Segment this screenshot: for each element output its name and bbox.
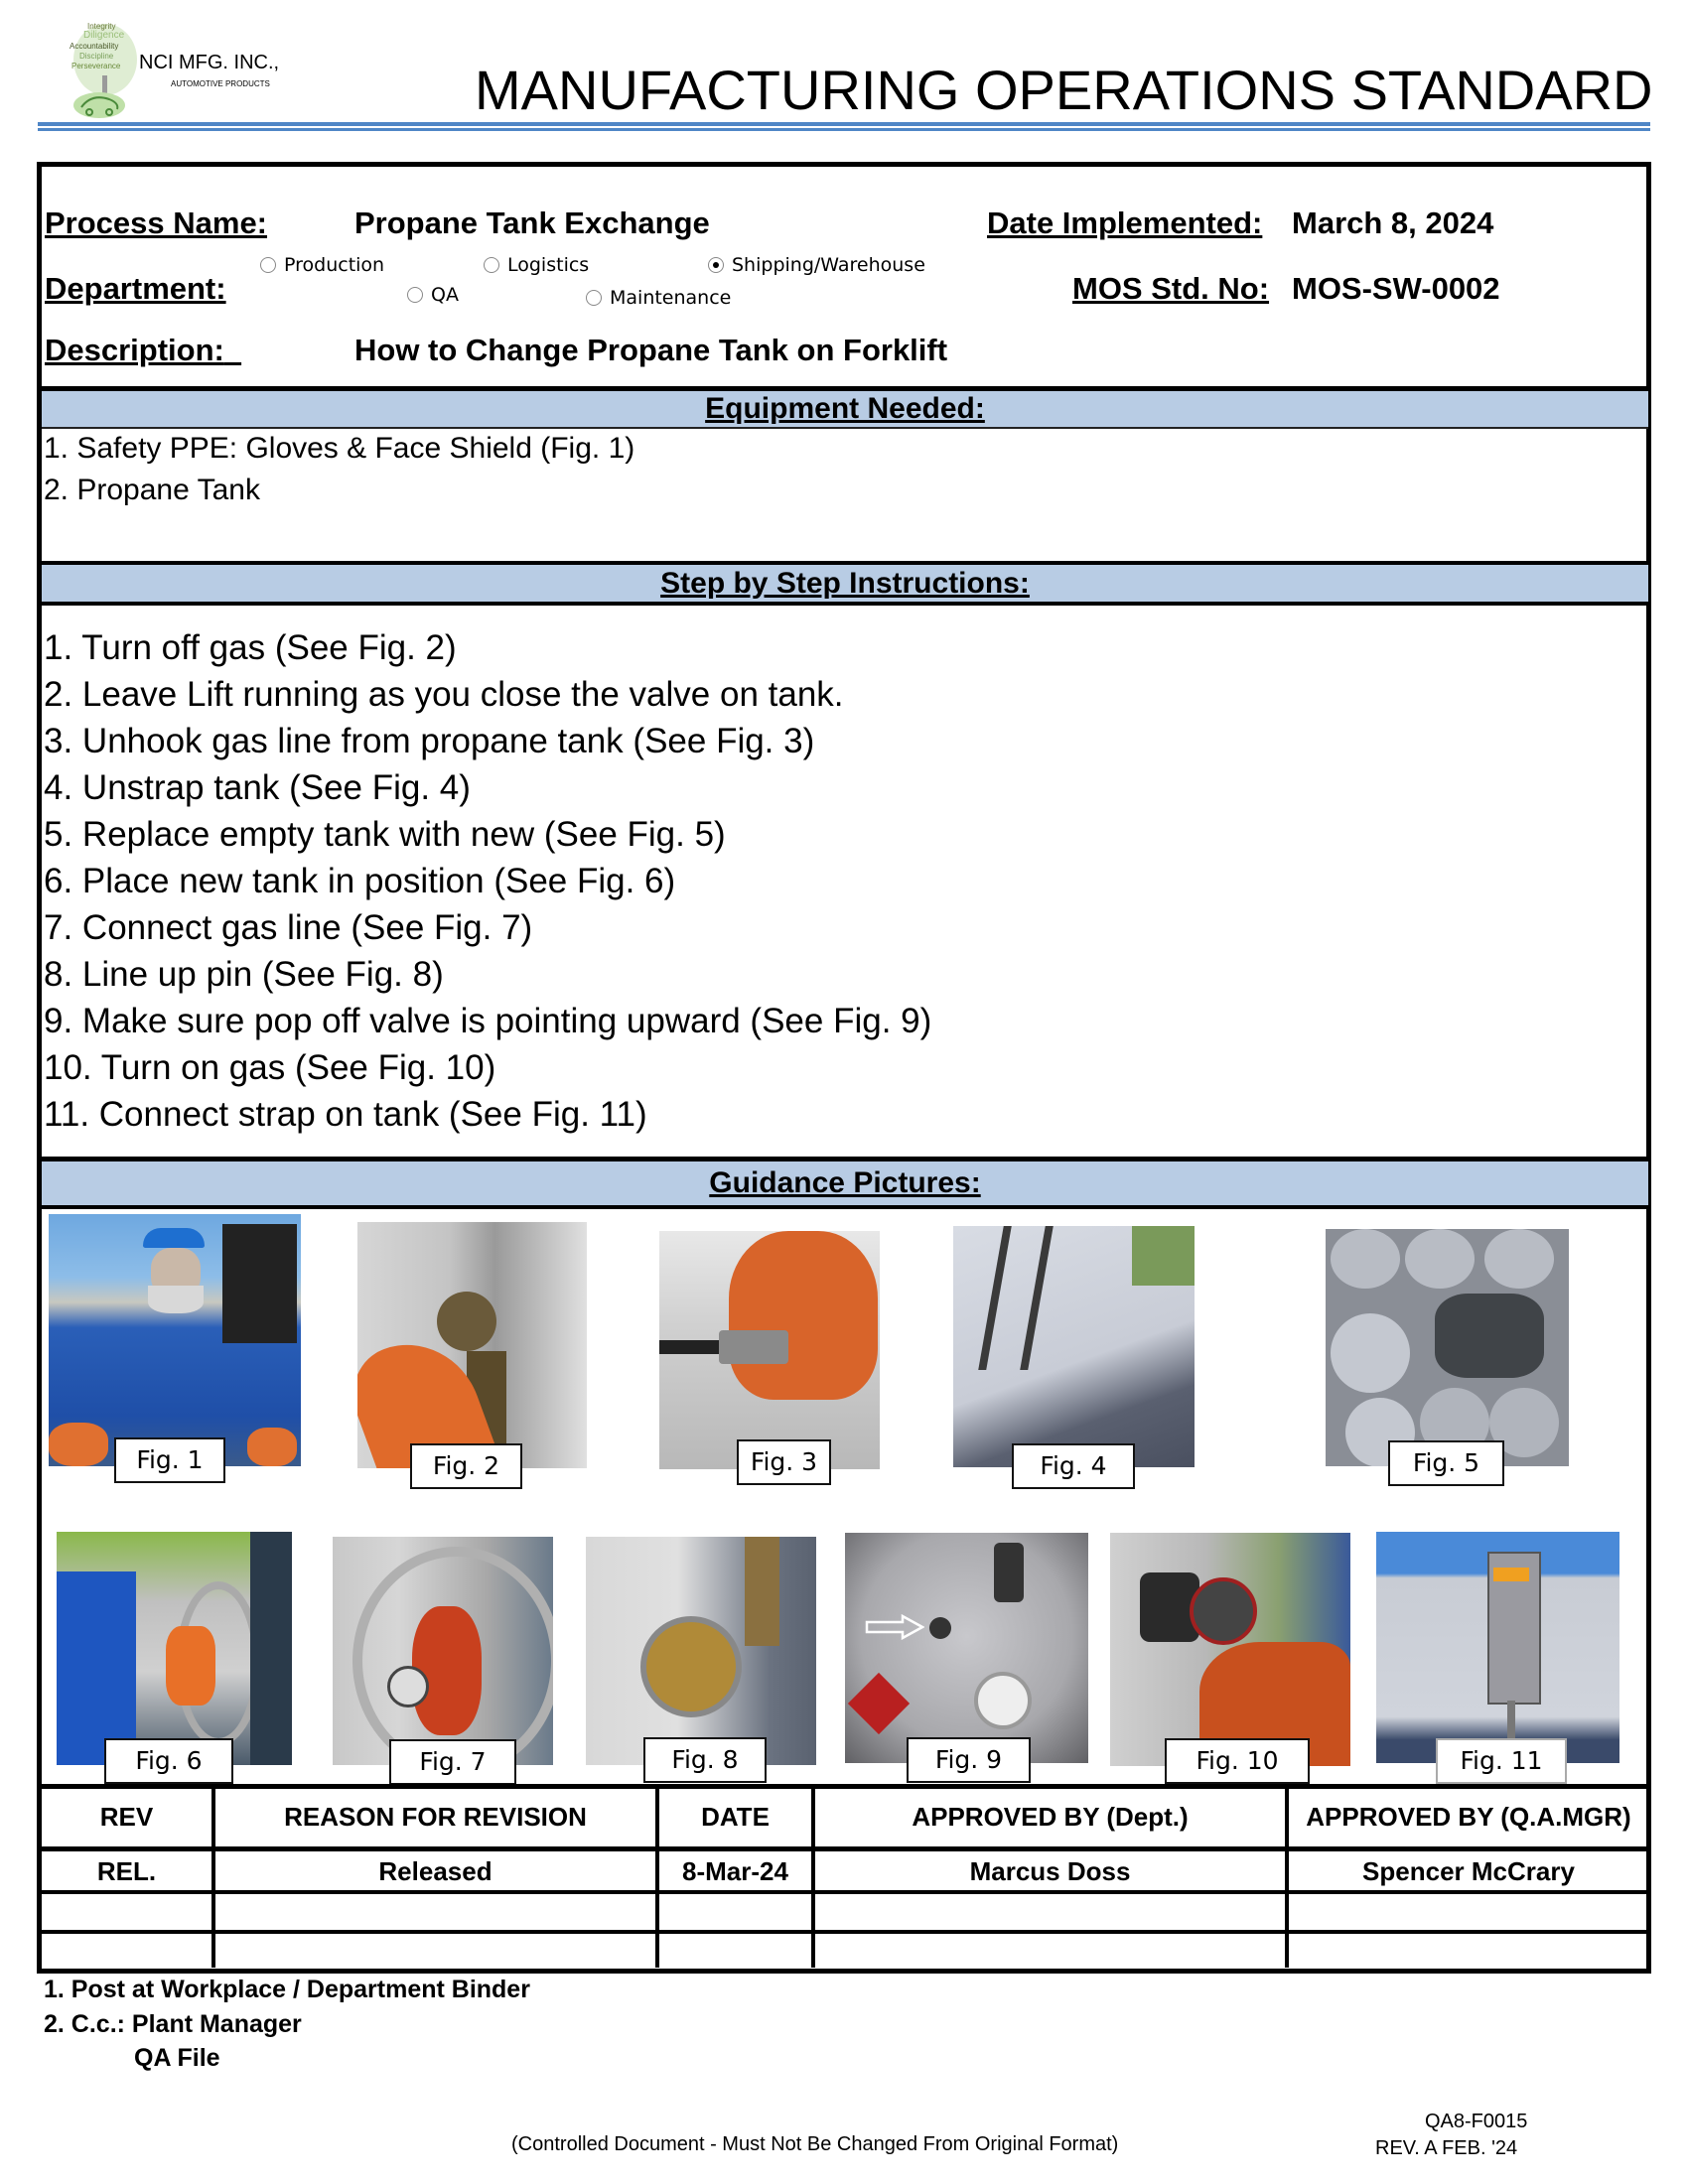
column-header-rev: REV: [99, 1802, 154, 1832]
figure-8-photo: [586, 1537, 816, 1765]
radio-label: Maintenance: [610, 287, 732, 309]
department-radio-qa[interactable]: [407, 284, 459, 306]
instruction-step: 3. Unhook gas line from propane tank (See Fig. 3): [44, 722, 815, 760]
mos-std-no-value: MOS-SW-0002: [1292, 271, 1500, 306]
figure-7-photo: [333, 1537, 553, 1765]
figure-5-label: Fig. 5: [1388, 1440, 1504, 1486]
figure-10-photo: [1110, 1533, 1350, 1766]
instruction-step: 2. Leave Lift running as you close the valve on tank.: [44, 675, 844, 714]
description-label: Description:: [45, 333, 224, 367]
figure-3-photo: [659, 1231, 880, 1469]
figure-4-label: Fig. 4: [1012, 1443, 1135, 1489]
process-name-value: Propane Tank Exchange: [354, 205, 710, 240]
form-revision: REV. A FEB. '24: [1375, 2137, 1518, 2159]
process-name-label: Process Name:: [45, 205, 268, 240]
distribution-line: 1. Post at Workplace / Department Binder: [44, 1976, 530, 2003]
logo-word: Integrity: [87, 22, 116, 31]
instruction-step: 1. Turn off gas (See Fig. 2): [44, 628, 457, 667]
radio-unchecked-icon: [484, 257, 499, 273]
form-number: QA8-F0015: [1425, 2111, 1528, 2132]
date-implemented-label: Date Implemented:: [987, 205, 1263, 240]
figure-2-photo: [357, 1222, 587, 1468]
logo-word: Perseverance: [71, 62, 121, 70]
figure-8-label: Fig. 8: [643, 1737, 767, 1783]
figure-11-label: Fig. 11: [1436, 1738, 1567, 1784]
figure-7-label: Fig. 7: [389, 1739, 516, 1785]
table-border: [39, 1930, 1649, 1934]
figure-5-photo: [1326, 1229, 1569, 1466]
cell-date: 8-Mar-24: [682, 1856, 788, 1886]
radio-unchecked-icon: [407, 287, 423, 303]
equipment-item: 2. Propane Tank: [44, 474, 260, 506]
section-divider: [39, 602, 1649, 606]
instructions-heading: Step by Step Instructions:: [42, 565, 1648, 604]
figure-10-label: Fig. 10: [1165, 1738, 1310, 1784]
cell-reason: Released: [378, 1856, 492, 1886]
equipment-heading: Equipment Needed:: [42, 391, 1648, 429]
guidance-heading: Guidance Pictures:: [42, 1161, 1648, 1207]
instruction-step: 10. Turn on gas (See Fig. 10): [44, 1048, 496, 1087]
department-radio-shipping-warehouse[interactable]: [708, 254, 925, 276]
instruction-step: 7. Connect gas line (See Fig. 7): [44, 908, 533, 947]
cell-rev: REL.: [96, 1856, 157, 1886]
header-divider: [38, 128, 1650, 131]
figure-1-photo: [49, 1214, 301, 1466]
table-border: [39, 1890, 1649, 1894]
company-tagline: AUTOMOTIVE PRODUCTS: [171, 79, 270, 88]
column-header-date: DATE: [701, 1802, 770, 1832]
table-border: [39, 1846, 1649, 1851]
figure-9-label: Fig. 9: [907, 1737, 1031, 1783]
radio-checked-icon: [708, 257, 724, 273]
instruction-step: 5. Replace empty tank with new (See Fig. 5): [44, 815, 726, 854]
controlled-document-notice: (Controlled Document - Must Not Be Changed From Original Format): [511, 2133, 1119, 2155]
equipment-item: 1. Safety PPE: Gloves & Face Shield (Fig. 1): [44, 432, 635, 465]
figure-6-photo: [57, 1532, 292, 1765]
instruction-step: 8. Line up pin (See Fig. 8): [44, 955, 444, 994]
cell-approved-dept: Marcus Doss: [969, 1856, 1131, 1886]
figure-6-label: Fig. 6: [104, 1738, 233, 1784]
date-implemented-value: March 8, 2024: [1292, 205, 1494, 240]
column-header-approved-qa: APPROVED BY (Q.A.MGR): [1306, 1802, 1631, 1832]
logo-word: Diligence: [83, 30, 125, 41]
column-header-reason: REASON FOR REVISION: [284, 1802, 587, 1832]
department-radio-maintenance[interactable]: [586, 287, 731, 309]
radio-unchecked-icon: [260, 257, 276, 273]
section-divider: [39, 1205, 1649, 1209]
cell-approved-qa: Spencer McCrary: [1362, 1856, 1575, 1886]
department-label: Department:: [45, 271, 226, 306]
figure-2-label: Fig. 2: [410, 1443, 522, 1489]
radio-label: Shipping/Warehouse: [732, 254, 925, 276]
instruction-step: 6. Place new tank in position (See Fig. 6): [44, 862, 676, 900]
arrow-right-icon: [865, 1614, 924, 1640]
header-divider: [38, 122, 1650, 126]
logo-word: Discipline: [79, 52, 114, 61]
figure-11-photo: [1376, 1532, 1619, 1763]
department-radio-production[interactable]: [260, 254, 384, 276]
department-radio-logistics[interactable]: [484, 254, 589, 276]
radio-label: Production: [284, 254, 385, 276]
instruction-step: 11. Connect strap on tank (See Fig. 11): [44, 1095, 647, 1134]
figure-4-photo: [953, 1226, 1195, 1467]
distribution-line: QA File: [134, 2044, 220, 2072]
description-value: How to Change Propane Tank on Forklift: [354, 333, 948, 367]
mos-std-no-label: MOS Std. No:: [1072, 271, 1270, 306]
figure-9-photo: [845, 1533, 1088, 1763]
figure-1-label: Fig. 1: [114, 1437, 225, 1483]
distribution-line: 2. C.c.: Plant Manager: [44, 2010, 302, 2038]
logo-word: Accountability: [70, 42, 119, 51]
table-border: [39, 1784, 1649, 1789]
radio-label: QA: [431, 284, 459, 306]
radio-unchecked-icon: [586, 290, 602, 306]
radio-label: Logistics: [507, 254, 590, 276]
page-title: MANUFACTURING OPERATIONS STANDARD: [475, 59, 1653, 121]
column-header-approved-dept: APPROVED BY (Dept.): [912, 1802, 1189, 1832]
figure-3-label: Fig. 3: [737, 1439, 831, 1485]
instruction-step: 4. Unstrap tank (See Fig. 4): [44, 768, 471, 807]
company-name: NCI MFG. INC.,: [139, 52, 280, 73]
instruction-step: 9. Make sure pop off valve is pointing upward (See Fig. 9): [44, 1002, 932, 1040]
